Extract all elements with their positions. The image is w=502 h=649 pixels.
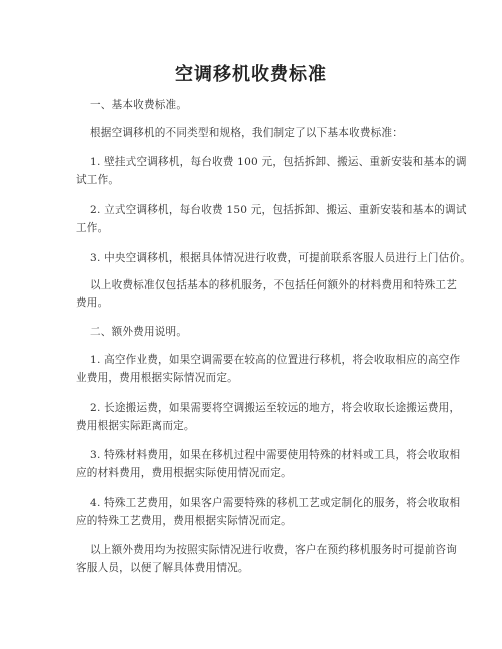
list-item-special-process [76,494,461,530]
text-line: 费用。 [76,297,109,309]
list-item-central [90,249,472,267]
paragraph-basic-note [76,276,457,312]
list-item-floor-standing [76,201,467,237]
section-heading-basic [90,96,435,114]
list-item-wall-mounted [76,153,467,189]
text-line: 费用根据实际距离而定。 [76,420,195,432]
text-line: 应的特殊工艺费用，费用根据实际情况而定。 [76,515,292,527]
text-line: 3. 中央空调移机，根据具体情况进行收费，可提前联系客服人员进行上门估价。 [90,252,472,264]
text-line: 以上收费标准仅包括基本的移机服务，不包括任何额外的材料费用和特殊工艺 [90,279,457,291]
text-line: 1. 壁挂式空调移机，每台收费 100 元，包括拆卸、搬运、重新安装和基本的调 [90,156,467,168]
text-line: 以上额外费用均为按照实际情况进行收费，客户在预约移机服务时可提前咨询 [90,544,457,556]
text-line: 2. 长途搬运费，如果需要将空调搬运至较远的地方，将会收取长途搬运费用， [90,402,461,414]
list-item-high-altitude [76,351,461,387]
text-line: 根据空调移机的不同类型和规格，我们制定了以下基本收费标准： [90,127,404,139]
paragraph-intro [90,124,435,142]
text-line: 一、基本收费标准。 [90,99,188,111]
page-title: 空调移机收费标准 [175,64,327,85]
list-item-long-distance [76,399,461,435]
text-line: 1. 高空作业费，如果空调需要在较高的位置进行移机，将会收取相应的高空作 [90,354,461,366]
text-line: 业费用，费用根据实际情况而定。 [76,372,238,384]
text-line: 应的材料费用，费用根据实际使用情况而定。 [76,467,292,479]
text-line: 工作。 [76,222,109,234]
list-item-special-material [76,446,461,482]
text-line: 3. 特殊材料费用，如果在移机过程中需要使用特殊的材料或工具，将会收取相 [90,449,461,461]
text-line: 2. 立式空调移机，每台收费 150 元，包括拆卸、搬运、重新安装和基本的调试 [90,204,467,216]
section-heading-extra [90,323,435,341]
text-line: 试工作。 [76,174,120,186]
text-line: 二、额外费用说明。 [90,326,188,338]
paragraph-extra-note [76,541,457,577]
text-line: 4. 特殊工艺费用，如果客户需要特殊的移机工艺或定制化的服务，将会收取相 [90,497,461,509]
text-line: 客服人员，以便了解具体费用情况。 [76,562,249,574]
